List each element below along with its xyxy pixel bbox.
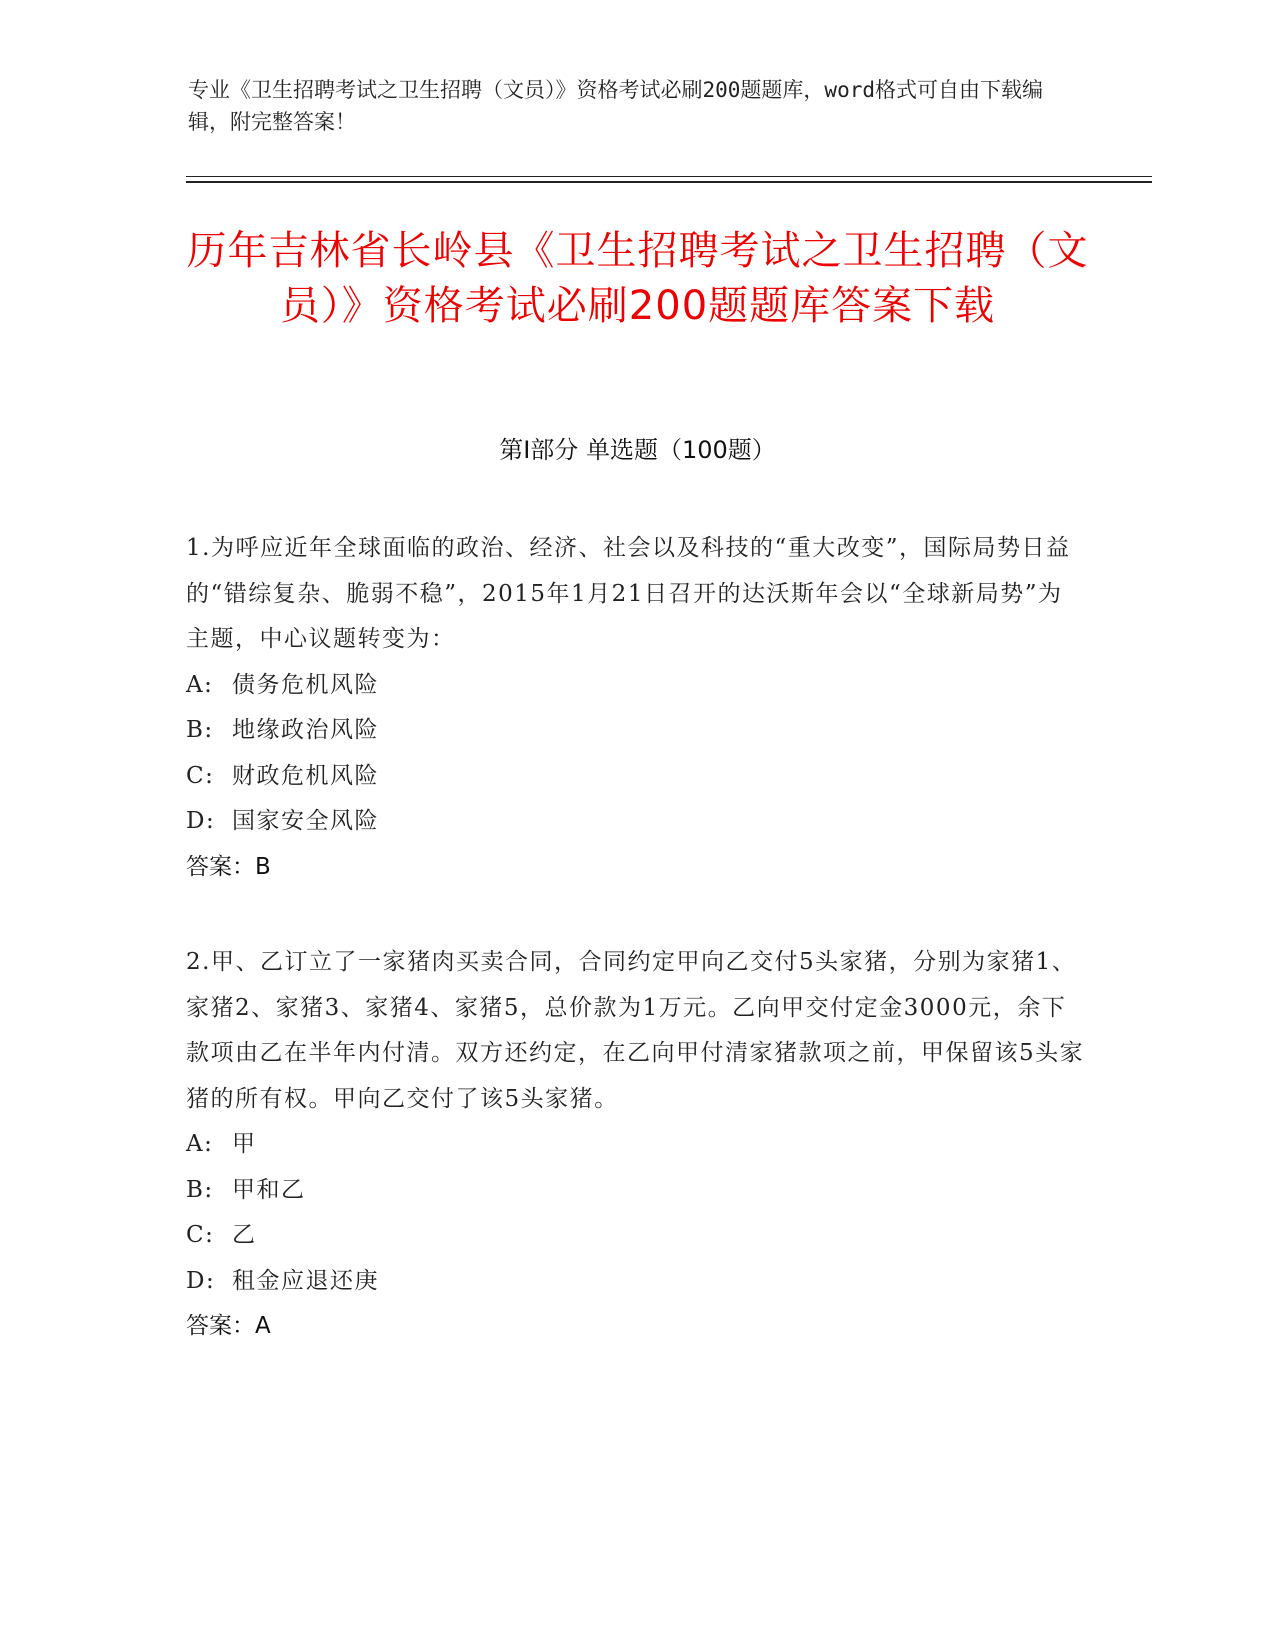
header-rule-thick [186,181,1152,183]
option-label: D: [186,808,216,834]
section-title: 第I部分 单选题（100题） [499,436,776,464]
option-b [186,708,1086,754]
document-title: 历年吉林省长岭县《卫生招聘考试之卫生招聘（文员）》资格考试必刷200题题库答案下载 [186,228,1089,329]
option-label: C: [186,762,215,789]
question-stem: 1.为呼应近年全球面临的政治、经济、社会以及科技的“重大改变”，国际局势日益的“错综复杂、脆弱不稳”，2015年1月21日召开的达沃斯年会以“全球新局势”为主题，中心议题转变为： [186,535,1071,652]
question-stem: 2.甲、乙订立了一家猪肉买卖合同，合同约定甲向乙交付5头家猪，分别为家猪1、家猪2、家猪3、家猪4、家猪5，总价款为1万元。乙向甲交付定金3000元，余下款项由乙在半年内付清。双方还约定，在乙向甲付清家猪款项之前，甲保留该5头家猪的所有权。甲向乙交付了该5头家猪。 [186,949,1085,1112]
question-2 [186,940,1086,1350]
option-c [186,1213,1086,1259]
option-text: 财政危机风险 [232,762,379,789]
option-text: 乙 [232,1222,257,1248]
header-rule-thin [186,176,1152,177]
option-text: 租金应退还庚 [232,1267,379,1294]
answer: 答案：A [186,1313,271,1339]
option-label: A: [186,671,214,698]
option-d [186,799,1086,845]
option-text: 甲和乙 [232,1176,306,1203]
option-text: 国家安全风险 [232,808,379,834]
option-text: 地缘政治风险 [232,717,379,743]
option-label: D: [186,1267,216,1294]
option-d [186,1259,1086,1305]
option-label: B: [186,717,214,743]
option-label: C: [186,1222,215,1248]
answer: 答案：B [186,853,271,880]
option-label: B: [186,1176,214,1203]
header-note: 专业《卫生招聘考试之卫生招聘（文员）》资格考试必刷200题题库，word格式可自由下载编辑，附完整答案！ [188,78,1043,134]
option-a [186,1122,1086,1168]
option-c [186,754,1086,800]
option-text: 甲 [232,1131,257,1157]
option-b [186,1168,1086,1214]
question-1 [186,526,1086,890]
option-label: A: [186,1131,214,1157]
option-a [186,663,1086,709]
option-text: 债务危机风险 [232,671,379,698]
